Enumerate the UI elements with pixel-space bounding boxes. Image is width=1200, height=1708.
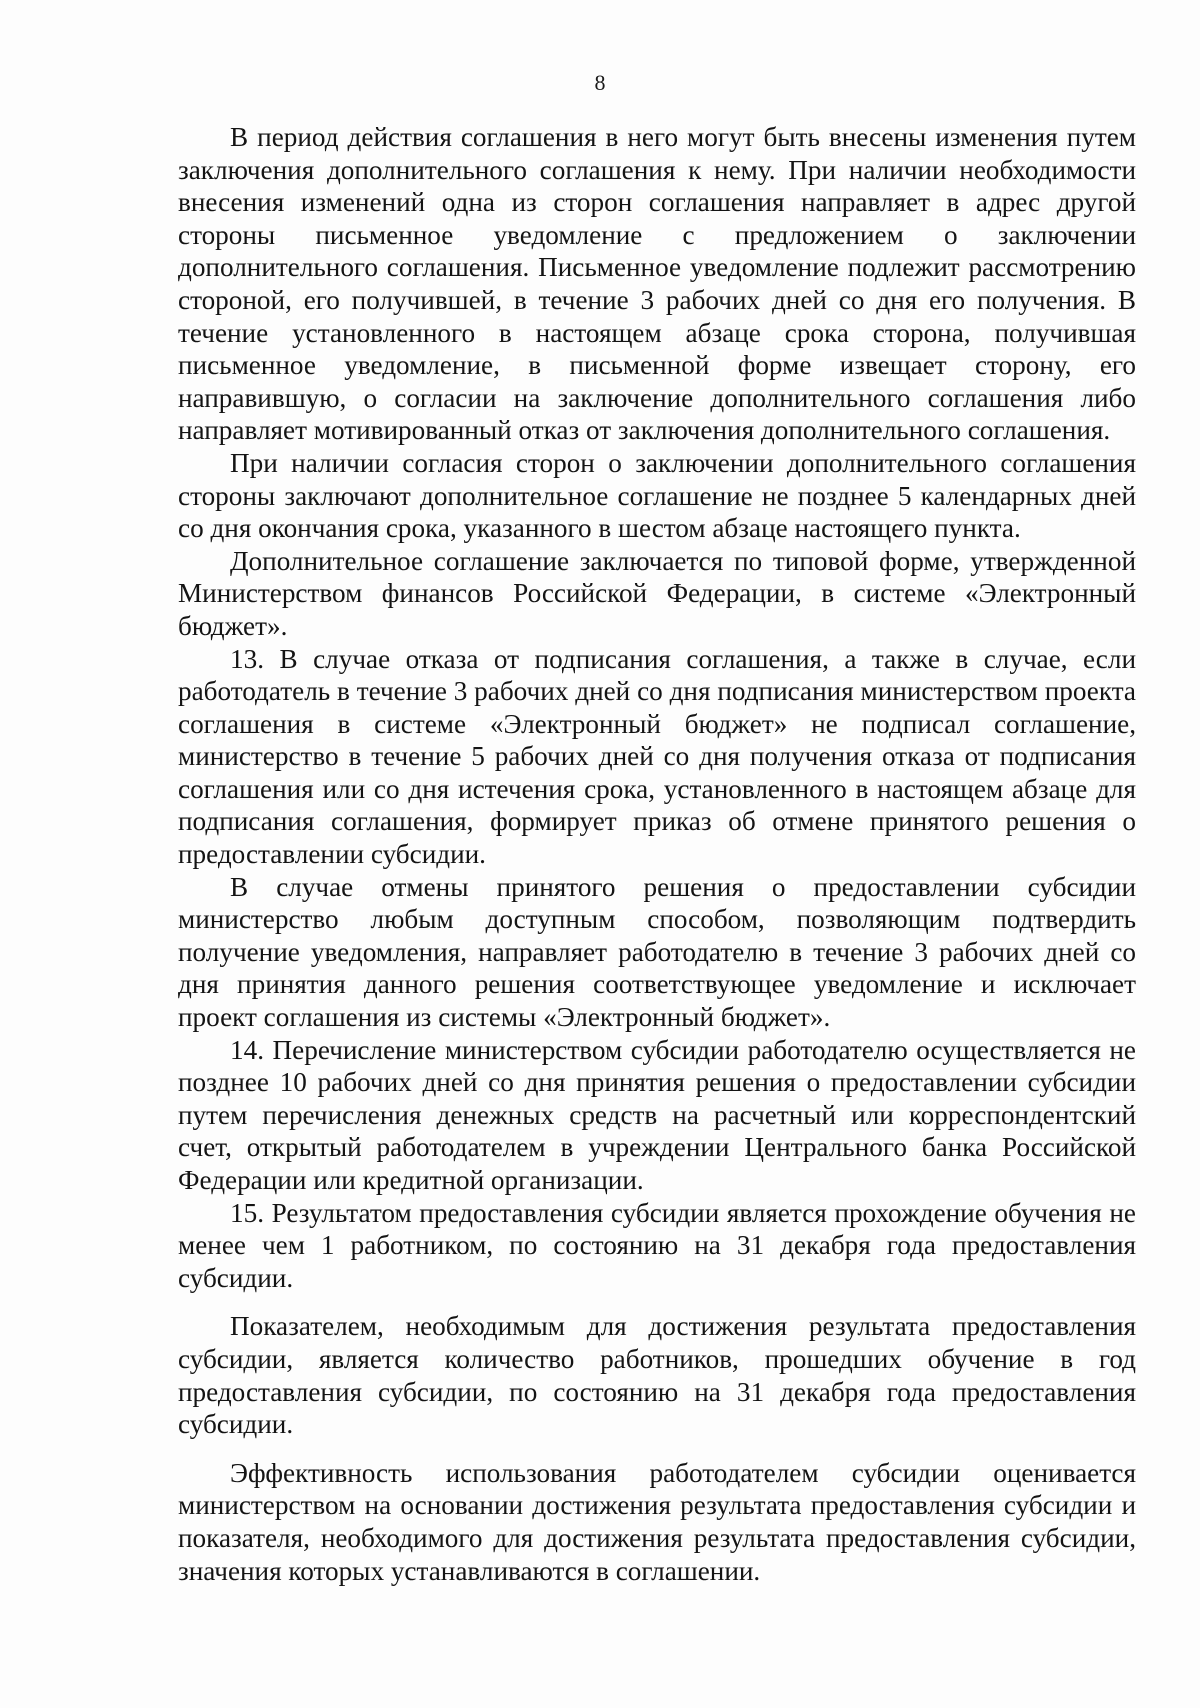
paragraph-additional-agreement-terms: При наличии согласия сторон о заключении дополнительного соглашения стороны заключают дополнительное соглашение не позднее 5 календарных дней со дня окончания срока, указанного в шестом абзаце настоящего пункта. <box>178 447 1136 544</box>
paragraph-indicator: Показателем, необходимым для достижения результата предоставления субсидии, является количество работников, прошедших обучение в год предоставления субсидии, по состоянию на 31 декабря года предоставления субсидии. <box>178 1311 1136 1440</box>
paragraph-amendments: В период действия соглашения в него могут быть внесены изменения путем заключения дополнительного соглашения к нему. При наличии необходимости внесения изменений одна из сторон соглашения направляет в адрес другой стороны письменное уведомление с предложением о заключении дополнительного соглашения. Письменное уведомление подлежит рассмотрению стороной, его получившей, в течение 3 рабочих дней со дня его получения. В течение установленного в настоящем абзаце срока сторона, получившая письменное уведомление, в письменной форме извещает сторону, его направившую, о согласии на заключение дополнительного соглашения либо направляет мотивированный отказ от заключения дополнительного соглашения. <box>178 122 1136 446</box>
page-number: 8 <box>594 70 606 95</box>
paragraph-item-14: 14. Перечисление министерством субсидии работодателю осуществляется не позднее 10 рабочих дней со дня принятия решения о предоставлении субсидии путем перечисления денежных средств на расчетный или корреспондентский счет, открытый работодателем в учреждении Центрального банка Российской Федерации или кредитной организации. <box>178 1034 1136 1195</box>
paragraph-item-13: 13. В случае отказа от подписания соглашения, а также в случае, если работодатель в течение 3 рабочих дней со дня подписания министерством проекта соглашения в системе «Электронный бюджет» не подписал соглашение, министерство в течение 5 рабочих дней со дня получения отказа от подписания соглашения или со дня истечения срока, установленного в настоящем абзаце для подписания соглашения, формирует приказ об отмене принятого решения о предоставлении субсидии. <box>178 643 1136 870</box>
paragraph-standard-form: Дополнительное соглашение заключается по типовой форме, утвержденной Министерством финансов Российской Федерации, в системе «Электронный бюджет». <box>178 545 1136 641</box>
paragraph-item-15: 15. Результатом предоставления субсидии является прохождение обучения не менее чем 1 работником, по состоянию на 31 декабря года предоставления субсидии. <box>178 1197 1136 1293</box>
paragraph-cancellation-notice: В случае отмены принятого решения о предоставлении субсидии министерство любым доступным способом, позволяющим подтвердить получение уведомления, направляет работодателю в течение 3 рабочих дней со дня принятия данного решения соответствующее уведомление и исключает проект соглашения из системы «Электронный бюджет». <box>178 871 1136 1033</box>
document-body <box>178 121 1136 1587</box>
paragraph-efficiency: Эффективность использования работодателем субсидии оценивается министерством на основании достижения результата предоставления субсидии и показателя, необходимого для достижения результата предоставления субсидии, значения которых устанавливаются в соглашении. <box>178 1457 1136 1586</box>
